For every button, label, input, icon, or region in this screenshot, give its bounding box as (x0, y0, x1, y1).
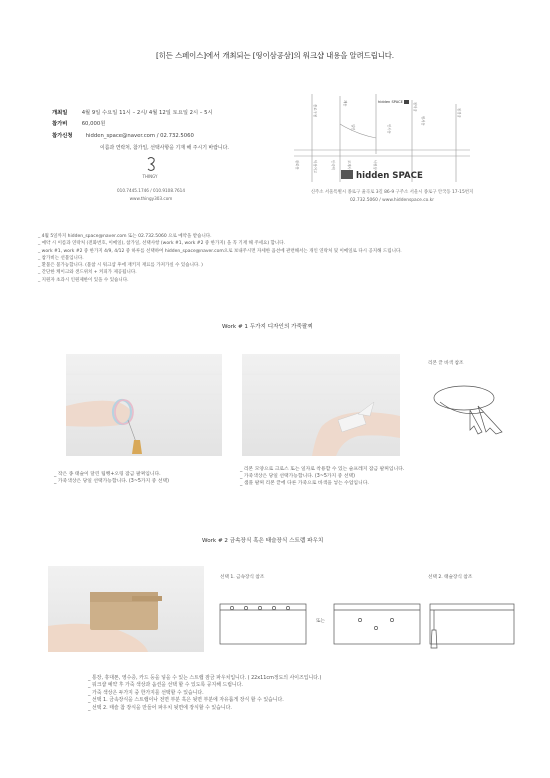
thingy-logo-icon (146, 156, 156, 172)
metal-option-sketch-front (214, 590, 312, 654)
work1-caption-right (240, 466, 480, 487)
bullet-item: _ 통장, 휴대폰, 영수증, 카드 등을 넣을 수 있는 스트랩 잠금 파우치입니다. ( 22x11cm정도의 사이즈입니다.) (88, 675, 322, 681)
bullet-item: _ 워크샵 예약 후 가죽 색상과 옵션을 선택 할 수 있도록 공지해 드립니다. (88, 682, 243, 689)
map-label: 조계사 (347, 160, 351, 170)
event-fee-row (52, 119, 105, 127)
fee-value: 60,000원 (81, 121, 106, 127)
bracelet-ribbon-photo (242, 354, 400, 456)
option1-label: 선택 1. 금속장식 참조 (220, 575, 265, 580)
signup-label: 참가신청 (52, 133, 73, 139)
work1-sketch-label: 리본 끝 바색 참조 (428, 361, 464, 366)
map-label: 덕성여고 (313, 160, 317, 174)
tassel-option-sketch (424, 590, 520, 654)
notice-item: _ 지원자 초과시 인원제한이 있을 수 있습니다. (38, 277, 129, 283)
work1-title: Work # 1 두가지 디자인의 가죽팔찌 (222, 324, 313, 330)
venue-marker-icon (404, 100, 409, 104)
map-label: 광화문 (295, 160, 299, 170)
notice-item: _ 참가비는 선불입니다. (38, 255, 84, 261)
hidden-space-logo-icon (341, 170, 353, 179)
notice-list (38, 233, 402, 284)
bullet-item: _ 선택 1. 금속장식을 스트랩이나 전면 부분 혹은 뒷면 부분에 자유롭게 장식 할 수 있습니다. (88, 697, 284, 704)
work1-caption-left (54, 471, 224, 485)
bullet-item: _ 가죽 색상은 두가지 중 한가지를 선택할 수 있습니다. (88, 689, 204, 696)
map-label: 종로구청 (313, 104, 317, 118)
map-label: 안국역 (331, 160, 335, 170)
hidden-space-brand: hidden SPACE (341, 170, 423, 181)
notice-item: _ 4월 5일까지 hidden_space@naver.com 또는 02.732.5060 으로 예약을 받습니다. (38, 234, 212, 239)
bracelet-tassel-photo (66, 354, 222, 456)
map-label: 인사동 (387, 124, 391, 134)
event-signup-row (52, 131, 194, 139)
caption-line: _ 작은 종 태슬이 달린 팁뱅+오링 잠금 팔찌입니다. (54, 472, 161, 477)
map-label: 낙원상가 (373, 160, 377, 174)
caption-line: _ 가죽색상은 당일 선택가능합니다. (3~5가지 중 선택) (240, 474, 355, 479)
notice-item: _ 예약 시 이름과 연락처 (전화번호, 이메일), 참가일, 선택사항 (work #1, work #2 중 한가지) 을 꼭 기재 해 주세요) 합니다. (38, 241, 286, 247)
thingy-phones: 010.7445.1746 / 010.9108.7614 (116, 188, 185, 193)
hidden-space-address-block (292, 189, 492, 204)
map-label: 창경궁 (457, 108, 461, 118)
ribbon-bracelet-sketch (420, 372, 512, 442)
notice-item: _ 간단한 케이크와 샌드위치 + 커피가 제공됩니다. (38, 270, 137, 276)
map-venue-label: hidden SPACE (378, 100, 403, 104)
thingy-logo-text: THINGY (142, 174, 158, 179)
map-label: 일민 (351, 124, 355, 131)
caption-line: _ 샘플 팔찌 리본 끝에 다른 가죽으로 바색을 넣는 수업입니다. (240, 481, 369, 486)
caption-line: _ 가죽색상은 당일 선택가능합니다. (3~5가지 중 선택) (54, 479, 169, 484)
bullet-item: _ 선택 2. 태슬 참 장식을 만들어 파우치 뒷면에 장식할 수 있습니다. (88, 704, 232, 711)
signup-note: 이름과 연락처, 참가일, 선택사항을 기재 해 주시기 바랍니다. (100, 145, 229, 151)
work2-title: Work # 2 금속장식 혹은 태슬장식 스트랩 파우치 (202, 538, 324, 544)
notice-item: _ 환불은 불가능합니다. (불참 시 워크샵 후에 재키지 재료를 가져가실 수 있습니다. ) (38, 263, 203, 269)
or-label: 또는 (316, 619, 325, 624)
thingy-contact (96, 187, 206, 202)
hidden-space-address: 신주소 서울특별시 종로구 율곡로 3길 86-9 구주소 서울시 종로구 안국동 17-15번지 (310, 190, 474, 195)
notice-item: _ work #1, work #2 중 한가지 4/9, 4/12 중 하루를 선택하여 hidden_space@naver.com으로 보내주시면 자세한 옵션에 관련해서는 개인 연락처 및 이메일로 다시 공지해 드립니다. (38, 248, 402, 254)
map-label: 창덕궁 (413, 102, 417, 112)
map-label: 원서동 (421, 116, 425, 126)
hidden-space-contact: 02.732.5060 / www.hiddenspace.co.kr (349, 197, 435, 203)
pouch-photo (48, 566, 204, 652)
work2-bullets (88, 675, 321, 712)
map-label: 재동 (343, 100, 347, 107)
caption-line: _ 리본 모양으로 크로스 또는 일자로 착용할 수 있는 슬프레지 잠금 팔찌입니다. (240, 467, 405, 472)
signup-value: hidden_space@naver.com / 02.732.5060 (85, 133, 194, 139)
date-value: 4월 9일 수요일 11시 – 2시/ 4월 12일 토요일 2시 – 5시 (81, 110, 213, 116)
fee-label: 참가비 (52, 121, 68, 127)
page-title: [히든 스페이스]에서 개최되는 [띵이삼공삼]의 워크샵 내용을 알려드립니다. (155, 51, 395, 60)
metal-option-sketch-back (330, 590, 426, 654)
thingy-website: www.thingy303.com (129, 195, 173, 201)
location-map (286, 94, 478, 182)
event-date-row (52, 108, 213, 116)
date-label: 개최일 (52, 110, 68, 116)
option2-label: 선택 2. 태슬장식 참조 (428, 575, 473, 580)
